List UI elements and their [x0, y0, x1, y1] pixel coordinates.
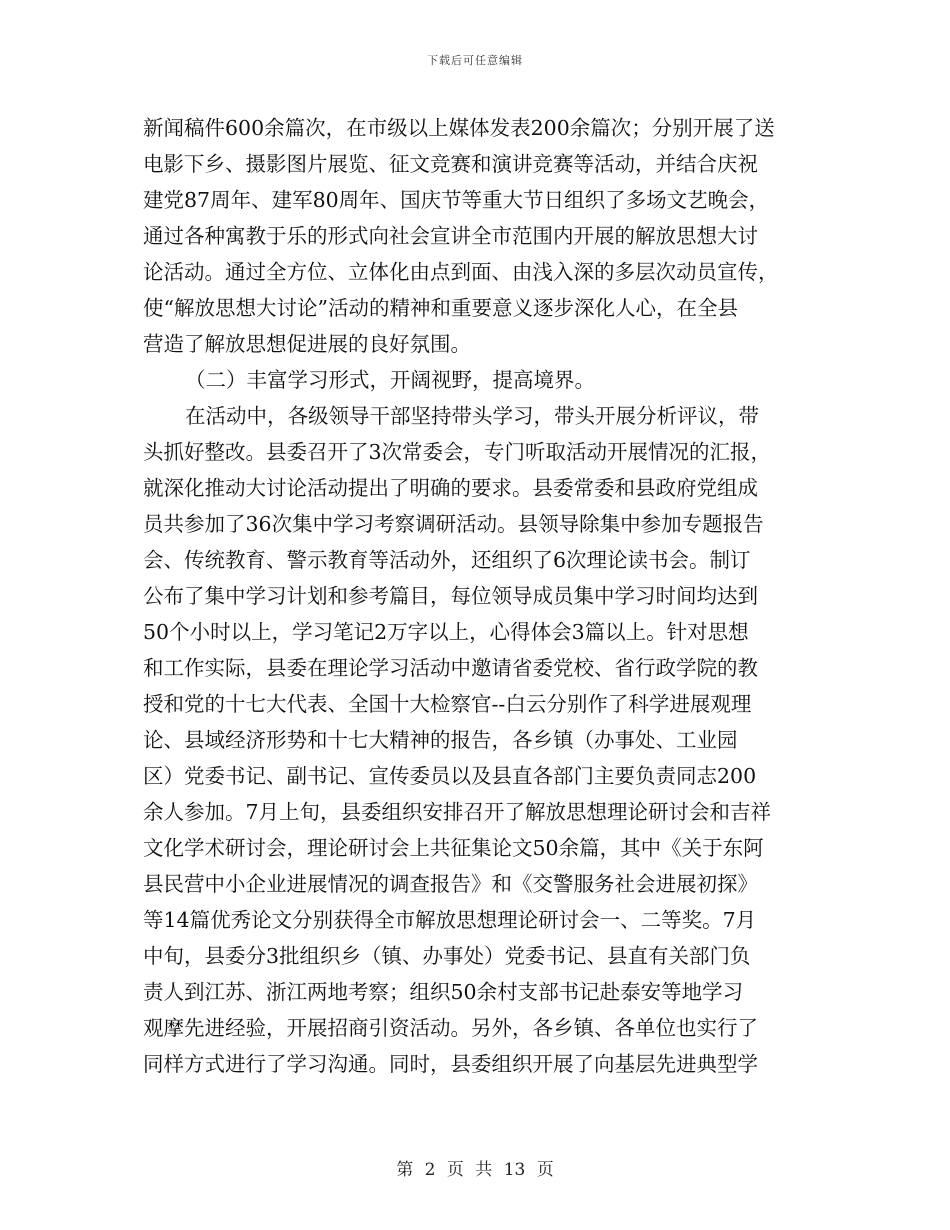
text-line: 余人参加。7月上旬，县委组织安排召开了解放思想理论研讨会和吉祥	[143, 800, 772, 824]
text-line: 电影下乡、摄影图片展览、征文竞赛和演讲竞赛等活动，并结合庆祝	[143, 152, 758, 176]
text-line: 和工作实际，县委在理论学习活动中邀请省委党校、省行政学院的教	[143, 656, 758, 680]
text-line: 授和党的十七大代表、全国十大检察官--白云分别作了科学进展观理	[143, 692, 752, 716]
text-line: 观摩先进经验，开展招商引资活动。另外，各乡镇、各单位也实行了	[143, 1016, 758, 1040]
text-line: 等14篇优秀论文分别获得全市解放思想理论研讨会一、二等奖。7月	[143, 908, 757, 932]
header-note: 下载后可任意编辑	[427, 54, 523, 67]
text-line: 会、传统教育、警示教育等活动外，还组织了6次理论读书会。制订	[143, 548, 751, 572]
section-heading: （二）丰富学习形式，开阔视野，提高境界。	[185, 368, 595, 392]
text-line: 新闻稿件600余篇次，在市级以上媒体发表200余篇次；分别开展了送	[143, 116, 775, 140]
text-line: 中旬，县委分3批组织乡（镇、办事处）党委书记、县直有关部门负	[143, 944, 751, 968]
text-line: 使“解放思想大讨论”活动的精神和重要意义逐步深化人心，在全县	[143, 296, 738, 320]
text-line: 头抓好整改。县委召开了3次常委会，专门听取活动开展情况的汇报，	[143, 440, 772, 464]
text-line: 50个小时以上，学习笔记2万字以上，心得体会3篇以上。针对思想	[143, 620, 749, 644]
text-line: 通过各种寓教于乐的形式向社会宣讲全市范围内开展的解放思想大讨	[143, 224, 758, 248]
text-line: 论、县域经济形势和十七大精神的报告，各乡镇（办事处、工业园	[143, 728, 738, 752]
text-line: 就深化推动大讨论活动提出了明确的要求。县委常委和县政府党组成	[143, 476, 758, 500]
text-line: 责人到江苏、浙江两地考察；组织50余村支部书记赴泰安等地学习	[143, 980, 744, 1004]
text-line: 建党87周年、建军80周年、国庆节等重大节日组织了多场文艺晚会，	[143, 188, 770, 212]
document-body	[143, 110, 803, 1082]
paragraph-first-line: 在活动中，各级领导干部坚持带头学习，带头开展分析评议，带	[185, 404, 759, 428]
text-line: 区）党委书记、副书记、宣传委员以及县直各部门主要负责同志200	[143, 764, 757, 788]
text-line: 论活动。通过全方位、立体化由点到面、由浅入深的多层次动员宣传，	[143, 260, 779, 284]
text-line: 公布了集中学习计划和参考篇目，每位领导成员集中学习时间均达到	[143, 584, 758, 608]
text-line: 县民营中小企业进展情况的调查报告》和《交警服务社会进展初探》	[143, 872, 758, 896]
text-line: 同样方式进行了学习沟通。同时，县委组织开展了向基层先进典型学	[143, 1052, 758, 1076]
text-line: 员共参加了36次集中学习考察调研活动。县领导除集中参加专题报告	[143, 512, 764, 536]
page-number: 第 2 页 共 13 页	[396, 1160, 554, 1180]
text-line: 营造了解放思想促进展的良好氛围。	[143, 332, 471, 356]
text-line: 文化学术研讨会，理论研讨会上共征集论文50余篇，其中《关于东阿	[143, 836, 764, 860]
